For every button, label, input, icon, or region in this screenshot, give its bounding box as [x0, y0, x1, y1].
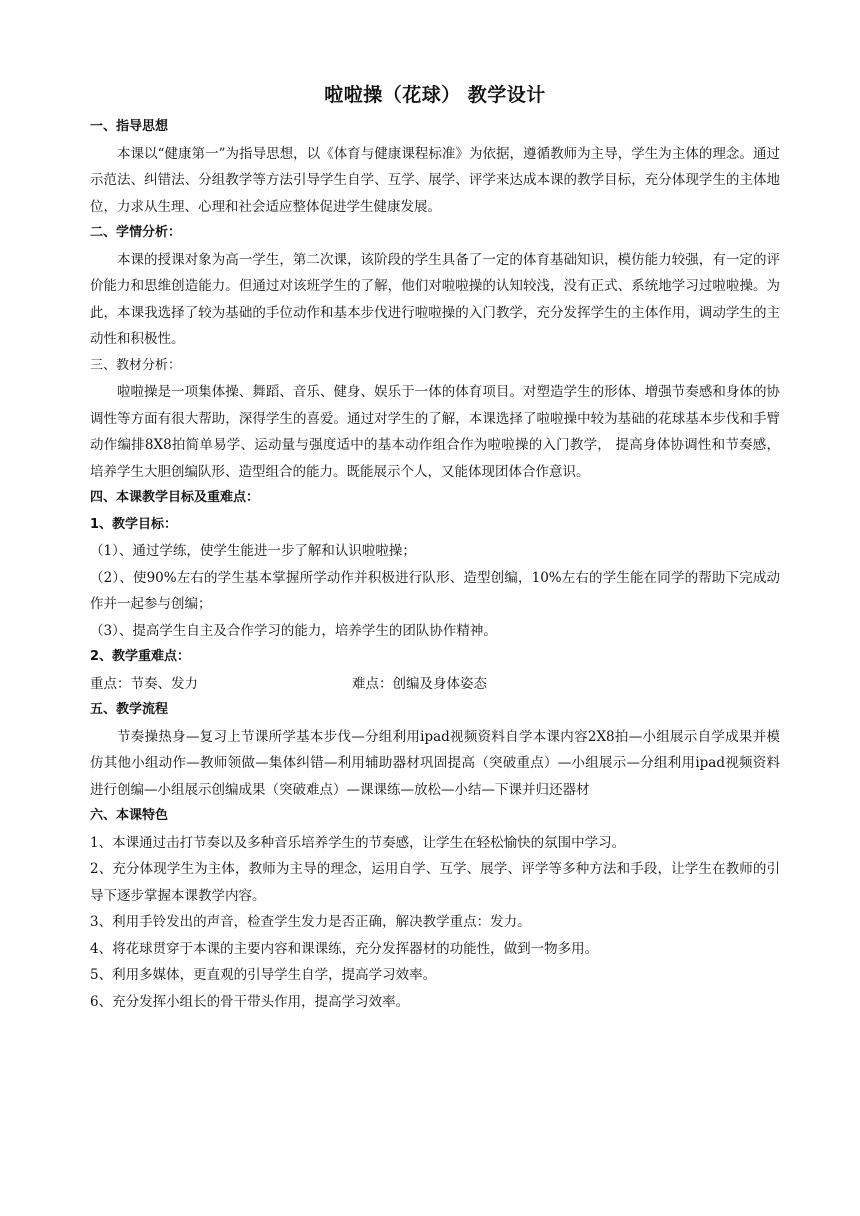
teaching-goal-item: （3）、提高学生自主及合作学习的能力，培养学生的团队协作精神。 — [90, 622, 497, 639]
section-body-guiding-ideology: 本课以“健康第一”为指导思想，以《体育与健康课程标准》为依据，遵循教师为主导，学生为主体的理念。通过示范法、纠错法、分组教学等方法引导学生自学、互学、展学、评学来达成本课的教学目标，充分体现学生的主体地位，力求从生理、心理和社会适应整体促进学生健康发展。 — [90, 145, 780, 215]
section-heading-goals-and-keypoints: 四、本课教学目标及重难点： — [90, 490, 260, 505]
course-features-list — [90, 830, 780, 1016]
key-point: 重点：节奏、发力 — [90, 675, 198, 692]
difficult-point: 难点：创编及身体姿态 — [352, 675, 487, 692]
section-heading-guiding-ideology: 一、指导思想 — [90, 119, 169, 134]
teaching-goal-item: （2）、使90%左右的学生基本掌握所学动作并积极进行队形、造型创编，10%左右的学生能在同学的帮助下完成动作并一起参与创编； — [90, 569, 780, 612]
teaching-goal-item: （1）、通过学练，使学生能进一步了解和认识啦啦操； — [90, 543, 416, 559]
teaching-goals-list — [90, 538, 780, 644]
feature-item: 4、将花球贯穿于本课的主要内容和课课练，充分发挥器材的功能性，做到一物多用。 — [90, 940, 599, 957]
feature-item: 3、利用手铃发出的声音，检查学生发力是否正确，解决教学重点：发力。 — [90, 914, 531, 930]
subheading-teaching-goals: 1、教学目标： — [90, 516, 178, 532]
feature-item: 1、本课通过击打节奏以及多种音乐培养学生的节奏感，让学生在轻松愉快的氛围中学习。 — [90, 834, 626, 851]
feature-item: 2、充分体现学生为主体，教师为主导的理念，运用自学、互学、展学、评学等多种方法和手段，让学生在教师的引导下逐步掌握本课教学内容。 — [90, 861, 780, 904]
section-heading-course-features: 六、本课特色 — [90, 808, 169, 823]
document-title: 啦啦操（花球） 教学设计 — [324, 84, 546, 106]
subheading-key-difficult-points: 2、教学重难点： — [90, 649, 191, 664]
section-body-student-analysis: 本课的授课对象为高一学生，第二次课，该阶段的学生具备了一定的体育基础知识，模仿能力较强，有一定的评价能力和思维创造能力。但通过对该班学生的了解，他们对啦啦操的认知较浅，没有正式、系统地学习过啦啦操。为此，本课我选择了较为基础的手位动作和基本步伐进行啦啦操的入门教学，充分发挥学生的主体作用，调动学生的主动性和积极性。 — [90, 251, 780, 347]
section-body-material-analysis: 啦啦操是一项集体操、舞蹈、音乐、健身、娱乐于一体的体育项目。对塑造学生的形体、增强节奏感和身体的协调性等方面有很大帮助，深得学生的喜爱。通过对学生的了解，本课选择了啦啦操中较为基础的花球基本步伐和手臂动作编排8X8拍简单易学、运动量与强度适中的基本动作组合作为啦啦操的入门教学， 提高身体协调性和节奏感，培养学生大胆创编队形、造型组合的能力。既能展示个人，又能体现团体合作意识。 — [90, 384, 780, 480]
feature-item: 5、利用多媒体，更直观的引导学生自学，提高学习效率。 — [90, 967, 437, 983]
section-heading-student-analysis: 二、学情分析： — [90, 225, 182, 240]
section-heading-material-analysis: 三、教材分析： — [90, 357, 182, 373]
feature-item: 6、充分发挥小组长的骨干带头作用，提高学习效率。 — [90, 993, 410, 1010]
section-body-teaching-process: 节奏操热身—复习上节课所学基本步伐—分组利用ipad视频资料自学本课内容2X8拍—小组展示自学成果并模仿其他小组动作—教师领做—集体纠错—利用辅助器材巩固提高（突破重点）—小组展示—分组利用ipad视频资料进行创编—小组展示创编成果（突破难点）—课课练—放松—小结—下课并归还器材 — [90, 728, 780, 798]
document-page — [90, 80, 780, 1015]
key-difficult-points-row — [90, 671, 780, 698]
section-heading-teaching-process: 五、教学流程 — [90, 702, 169, 717]
